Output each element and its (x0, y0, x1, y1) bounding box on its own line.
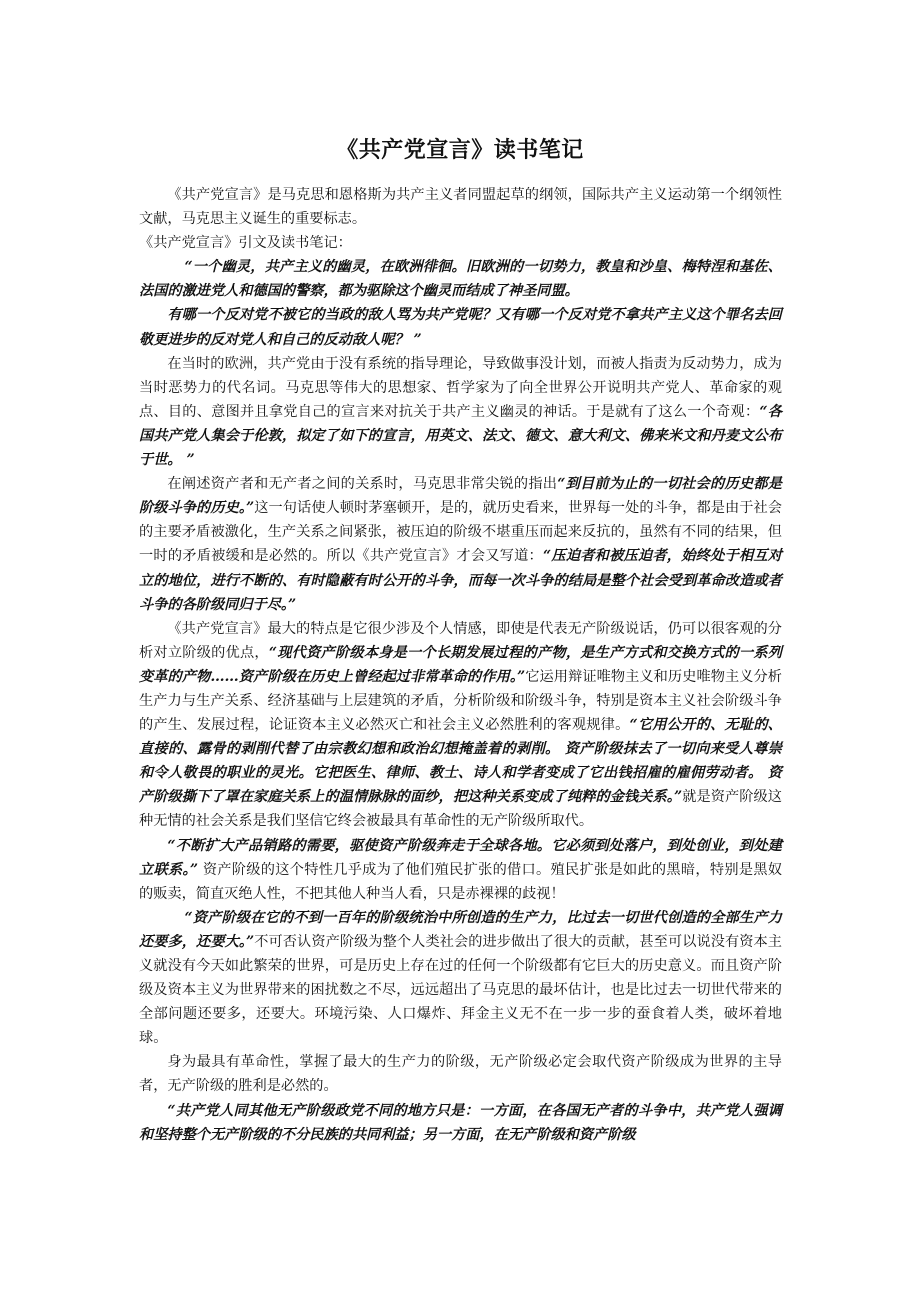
paragraph-productivity (139, 906, 782, 1051)
paragraph-proletariat (139, 1050, 782, 1098)
paragraph-features (139, 617, 782, 834)
paragraph-text: 它运用辩证唯物主义和历史唯物主义分析生产力与生产关系、经济基础与上层建筑的矛盾，分析阶级和阶级斗争，特别是资本主义社会阶级斗争的产生、发展过程，论证资本主义必然灭亡和社会主义必然胜利的客观规律。 (139, 668, 782, 734)
paragraph-text: 身为最具有革命性，掌握了最大的生产力的阶级，无产阶级必定会取代资产阶级成为世界的主导者，无产阶级的胜利是必然的。 (139, 1054, 782, 1095)
intro-text: 《共产党宣言》是马克思和恩格斯为共产主义者同盟起草的纲领，国际共产主义运动第一个纲领性文献，马克思主义诞生的重要标志。 (139, 187, 782, 228)
paragraph-text: 就是资产阶级这种无情的社会关系是我们坚信它终会被最具有革命性的无产阶级所取代。 (139, 789, 782, 830)
paragraph-text: 《共产党宣言》最大的特点是它很少涉及个人情感，即使是代表无产阶级说话，仍可以很客观的分析对立阶级的优点， (139, 620, 782, 661)
quote-paragraph-opposition (139, 303, 782, 351)
paragraph-text: 在阐述资产者和无产者之间的关系时，马克思非常尖锐的指出 (167, 476, 558, 493)
paragraph-text: 在当时的欧洲，共产党由于没有系统的指导理论，导致做事没计划，而被人指责为反动势力，成为当时恶势力的代名词。马克思等伟大的思想家、哲学家为了向全世界公开说明共产党人、革命家的观点、目的、意图并且拿党自己的宣言来对抗关于共产主义幽灵的神话。于是就有了这么一个奇观： (139, 355, 782, 420)
paragraph-text: 资产阶级的这个特性几乎成为了他们殖民扩张的借口。殖民扩张是如此的黑暗，特别是黑奴的贩卖，简直灭绝人性，不把其他人种当人看，只是赤裸裸的歧视！ (139, 861, 783, 902)
quote-communists: “共产党人同其他无产阶级政党不同的地方只是：一方面，在各国无产者的斗争中，共产党人强调和坚持整个无产阶级的不分民族的共同利益；另一方面，在无产阶级和资产阶级 (139, 1102, 782, 1143)
quote-specter: “一个幽灵，共产主义的幽灵，在欧洲徘徊。旧欧洲的一切势力，教皇和沙皇、梅特涅和基佐、法国的激进党人和德国的警察，都为驱除这个幽灵而结成了神圣同盟。 (139, 259, 782, 300)
intro-paragraph (139, 183, 782, 231)
section-heading (139, 231, 782, 255)
section-heading-text: 《共产党宣言》引文及读书笔记： (139, 235, 352, 252)
paragraph-history (139, 352, 782, 472)
quote-productivity: “资产阶级在它的不到一百年的阶级统治中所创造的生产力，比过去一切世代创造的全部生产力还要多，还要大。” (139, 909, 782, 950)
quote-class-struggle: “到目前为止的一切社会的历史都是阶级斗争的历史。” (139, 476, 782, 517)
paragraph-class-struggle (139, 472, 782, 617)
paragraph-communists (139, 1099, 782, 1147)
quote-london: “各国共产党人集会于伦敦，拟定了如下的宣言，用英文、法文、德文、意大利文、佛来米文和丹麦文公布于世。 ” (139, 403, 782, 469)
quote-bourgeoisie-product: “现代资产阶级本身是一个长期发展过程的产物，是生产方式和交换方式的一系列变革的产物……资产阶级在历史上曾经起过非常革命的作用。” (139, 644, 782, 685)
document-title: 《共产党宣言》读书笔记 (336, 138, 584, 163)
quote-oppressor: “压迫者和被压迫者，始终处于相互对立的地位，进行不断的、有时隐蔽有时公开的斗争，而每一次斗争的结局是整个社会受到革命改造或者斗争的各阶级同归于尽。” (139, 548, 782, 613)
quote-paragraph-specter (139, 255, 782, 303)
paragraph-text: 不可否认资产阶级为整个人类社会的进步做出了很大的贡献，甚至可以说没有资本主义就没有今天如此繁荣的世界，可是历史上存在过的任何一个阶级都有它巨大的历史意义。而且资产阶级及资本主义为世界带来的困扰数之不尽，远远超出了马克思的最坏估计，也是比过去一切世代带来的全部问题还要多，还要大。环境污染、人口爆炸、拜金主义无不在一步一步的蚕食着人类，破坏着地球。 (139, 933, 782, 1047)
quote-opposition: 有哪一个反对党不被它的当政的敌人骂为共产党呢？又有哪一个反对党不拿共产主义这个罪名去回敬更进步的反对党人和自己的反动敌人呢？ ” (139, 307, 782, 348)
paragraph-expansion (139, 834, 782, 906)
document-body (139, 183, 782, 1147)
quote-exploitation: “它用公开的、无耻的、直接的、露骨的剥削代替了由宗教幻想和政治幻想掩盖着的剥削。 资产阶级抹去了一切向来受人尊崇和令人敬畏的职业的灵光。它把医生、律师、教士、诗人和学者变成了它出钱招雇的雇佣劳动者。 资产阶级撕下了罩在家庭关系上的温情脉脉的面纱，把这种关系变成了纯粹的金钱关系。” (139, 717, 782, 806)
quote-market: “不断扩大产品销路的需要，驱使资产阶级奔走于全球各地。它必须到处落户，到处创业，到处建立联系。” (139, 837, 782, 878)
paragraph-text: 这一句话使人顿时茅塞顿开，是的，就历史看来，世界每一处的斗争，都是由于社会的主要矛盾被激化，生产关系之间紧张，被压迫的阶级不堪重压而起来反抗的，虽然有不同的结果，但一时的矛盾被缓和是必然的。所以《共产党宣言》才会又写道： (139, 500, 782, 565)
